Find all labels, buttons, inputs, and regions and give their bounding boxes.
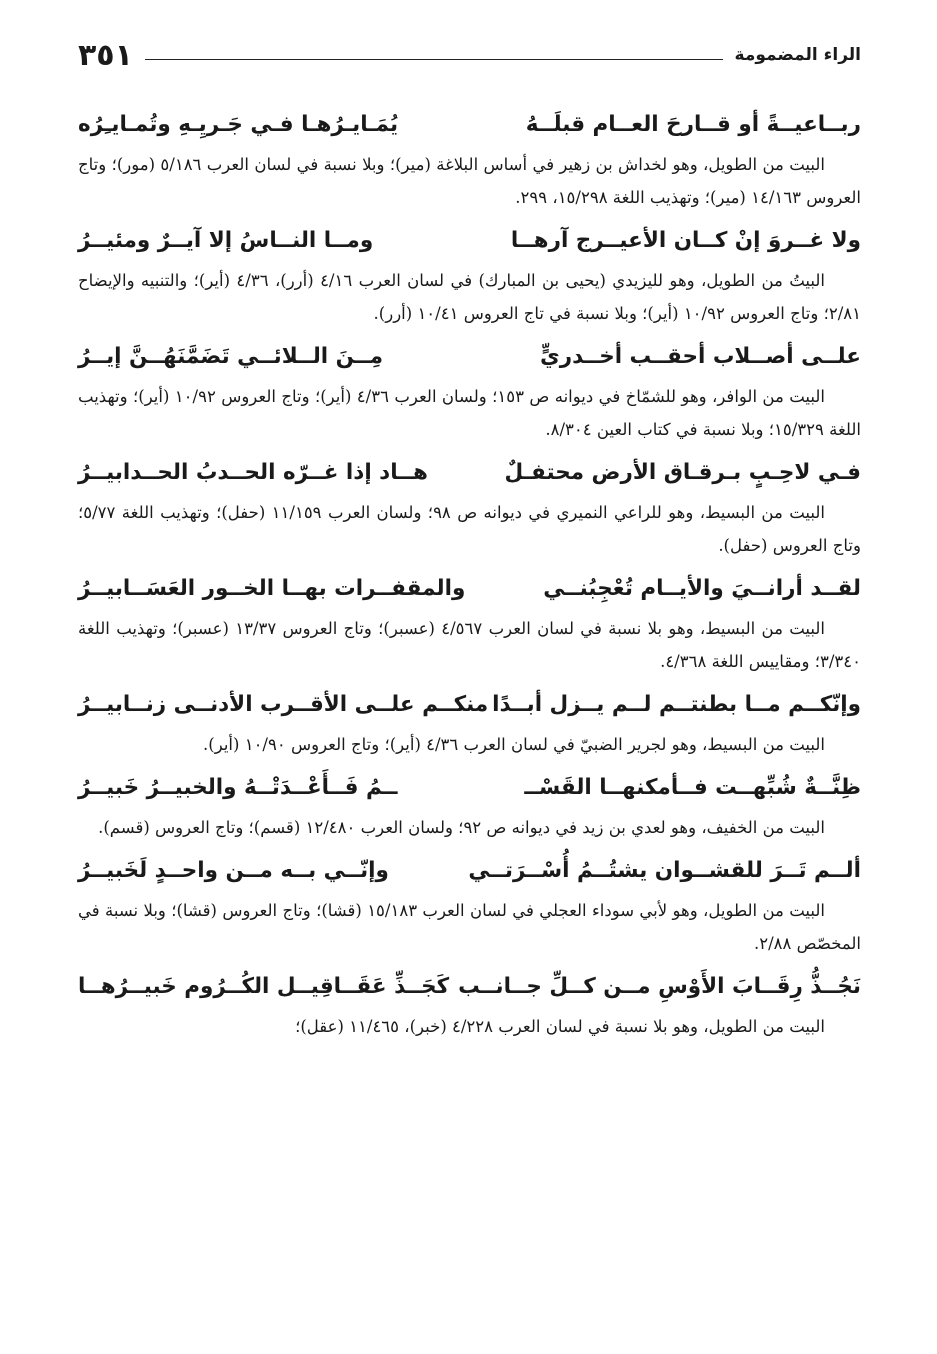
- page-header: [78, 30, 861, 80]
- second-hemistich: مِــنَ الــلائــي تَضَمَّنَهُــنَّ إيــرُ: [78, 344, 383, 369]
- first-hemistich: فـي لاحِـبٍ بـرقـاق الأرض محتفـلٌ: [504, 460, 861, 485]
- verse-line: [78, 848, 861, 894]
- first-hemistich: ربــاعيــةً أو قــارحَ العــام قبلَــهُ: [525, 112, 861, 137]
- verse-entry: [78, 682, 861, 761]
- first-hemistich: ولا غــروَ إنْ كــان الأعيــرج آرهــا: [510, 228, 861, 253]
- verse-entry: [78, 218, 861, 330]
- first-hemistich: ألــم تَــرَ للقشــوان يشتُــمُ أُسْــرَتــي: [468, 858, 861, 883]
- first-hemistich: ظِنَّــةٌ شُبِّهــت فــأمكنهــا القَسْــ: [524, 775, 861, 800]
- first-hemistich: لقــد أرانــيَ والأيــام تُعْجِبُنــي: [543, 576, 861, 601]
- verse-entry: [78, 566, 861, 678]
- second-hemistich: كَجَــذِّ عَقَــاقِيــل الكُــرُوم خَبيــرُهــا: [78, 974, 450, 999]
- verse-line: [78, 334, 861, 380]
- verse-line: [78, 102, 861, 148]
- second-hemistich: هــاد إذا غــرّه الحــدبُ الحــدابيــرُ: [78, 460, 428, 485]
- verse-footnote: البيت من الخفيف، وهو لعدي بن زيد في ديوانه ص ٩٢؛ ولسان العرب ١٢/٤٨٠ (قسم)؛ وتاج العروس (قسم).: [98, 818, 825, 837]
- verse-entry: [78, 765, 861, 844]
- verse-footnote: البيتُ من الطويل، وهو لليزيدي (يحيى بن المبارك) في لسان العرب ٤/١٦ (أرر)، ٤/٣٦ (أير)؛ والتنبيه والإيضاح ٢/٨١؛ وتاج العروس ١٠/٩٢ (أير)؛ وبلا نسبة في تاج العروس ١٠/٤١ (أرر).: [78, 271, 861, 323]
- verse-footnote: البيت من الطويل، وهو لخداش بن زهير في أساس البلاغة (مير)؛ وبلا نسبة في لسان العرب ٥/١٨٦ (مور)؛ وتاج العروس ١٤/١٦٣ (مير)؛ وتهذيب اللغة ١٥/٢٩٨، ٢٩٩.: [78, 155, 861, 207]
- verse-footnote: البيت من البسيط، وهو بلا نسبة في لسان العرب ٤/٥٦٧ (عسبر)؛ وتاج العروس ١٣/٣٧ (عسبر)؛ وتهذيب اللغة ٣/٣٤٠؛ ومقاييس اللغة ٤/٣٦٨.: [78, 619, 861, 671]
- verse-line: [78, 682, 861, 728]
- page-number: ٣٥١: [78, 37, 133, 73]
- verse-footnote: البيت من الطويل، وهو بلا نسبة في لسان العرب ٤/٢٢٨ (خبر)، ١١/٤٦٥ (عقل)؛: [295, 1017, 825, 1036]
- verse-entry: [78, 964, 861, 1043]
- second-hemistich: ومــا النــاسُ إلا آيــرٌ ومئيــرُ: [78, 228, 374, 253]
- verse-line: [78, 450, 861, 496]
- verse-entry: [78, 450, 861, 562]
- header-rule: [145, 59, 723, 60]
- verse-footnote: البيت من البسيط، وهو لجرير الضبيّ في لسان العرب ٤/٣٦ (أير)؛ وتاج العروس ١٠/٩٠ (أير).: [203, 735, 825, 754]
- verse-line: [78, 765, 861, 811]
- verse-line: [78, 218, 861, 264]
- verse-footnote: البيت من الطويل، وهو لأبي سوداء العجلي في لسان العرب ١٥/١٨٣ (قشا)؛ وتاج العروس (قشا)؛ وبلا نسبة في المخصّص ٢/٨٨.: [78, 901, 861, 953]
- verse-entry: [78, 848, 861, 960]
- verse-footnote: البيت من البسيط، وهو للراعي النميري في ديوانه ص ٩٨؛ ولسان العرب ١١/١٥٩ (حفل)؛ وتهذيب اللغة ٥/٧٧؛ وتاج العروس (حفل).: [78, 503, 861, 555]
- second-hemistich: ــمُ فَــأَعْــدَتْــهُ والخبيــرُ خَبيــرُ: [78, 775, 398, 800]
- second-hemistich: منكــم علــى الأقــرب الأدنــى زنــابيــرُ: [78, 692, 489, 717]
- first-hemistich: علــى أصــلاب أحقــب أخــدريٍّ: [540, 344, 861, 369]
- verse-footnote: البيت من الوافر، وهو للشمّاخ في ديوانه ص ١٥٣؛ ولسان العرب ٤/٣٦ (أير)؛ وتاج العروس ١٠/٩٢ (أير)؛ وتهذيب اللغة ١٥/٣٢٩؛ وبلا نسبة في كتاب العين ٨/٣٠٤.: [78, 387, 861, 439]
- verse-line: [78, 566, 861, 612]
- second-hemistich: يُمَـايـرُهـا فـي جَـريِـهِ وتُمـايـِرُه: [78, 112, 399, 137]
- verse-entry: [78, 102, 861, 214]
- second-hemistich: وإنّــي بــه مــن واحــدٍ لَخَبيــرُ: [78, 858, 389, 883]
- first-hemistich: نَجُــذُّ رِقَــابَ الأَوْسِ مــن كــلِّ جــانــب: [458, 974, 861, 999]
- first-hemistich: وإنّكــم مــا بطنتــم لــم يــزل أبــدًا: [492, 692, 861, 717]
- verse-entry: [78, 334, 861, 446]
- second-hemistich: والمقفــرات بهــا الخــور العَسَــابيــرُ: [78, 576, 466, 601]
- running-head: الراء المضمومة: [734, 45, 861, 65]
- verse-line: [78, 964, 861, 1010]
